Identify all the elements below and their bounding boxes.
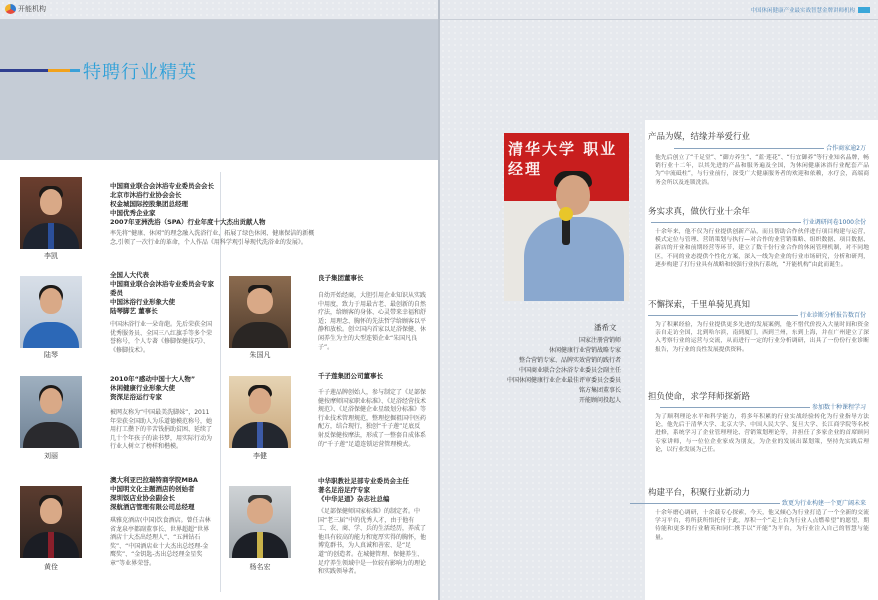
feature-titles: 国家注册营销师 休闲健康行业营销战略专家 整合营销专家、品牌实效营销的践行者 中国商业联合会沐浴专业委员会副主任 中国休闲健康行业企业最佳评审委员会委员 铭方集团董事长 开能顾问投起人 — [506, 337, 621, 404]
section-sub-4: 参加数十种课程学习 — [660, 402, 866, 411]
bio-zhu-guofan: 自幼开始经商，大胆引用企业知识从实践中用度，致力于用最古老、最创新的自然疗法，给顾客的身体、心灵带来幸福和舒适；用理念、胸怀的先法哲学给顾客以平静和放松。创立国内首家以足浴保健、休闲养生为主的大型连锁企业“朱国凡良子”。 — [318, 292, 427, 351]
section-heading-2: 务实求真，做伙行业十余年 — [648, 207, 751, 217]
name-li-jian: 李健 — [253, 452, 267, 460]
section-text-2: 十余年来，他不仅为行业提供创新产品，而且帮助合作伙伴进行项目构建与运营，模式定位与管理、营销策划与执行—对合作的业营销策略、组织数据、项目数据、新店的开业和前期经营等环节，建立了数千份行业合作的休闲管理机制，对不同地区，不同的业态提供个性化方案，深入一线为企业的行业市场研究，分析和研判，逐步构建了打行业具有战略和较强行业执行系统，“开能机构”由此而诞生。 — [655, 229, 869, 268]
page-title: 特聘行业精英 — [83, 62, 197, 83]
section-text-5: 十余年磨心调研，十余载专心探索，今天，他又倾心为行业打造了一个全新的交流学习平台，将所获所悟托付于此，厚积一个“走上台为行业人点燃希望”的愿望，期待能和更多的行业精英和同仁携手以“开能”为平台，为行业注入自己的智慧与能量。 — [655, 510, 869, 541]
titles-lu-qin: 全国人大代表 中国商业联合会沐浴专业委员会专家委员 中国沐浴行业形象大使 陆琴脚艺 董事长 — [110, 271, 214, 315]
bio-li-kai: 率先将“健康、休闲”的理念融入洗浴行业，拓展了绿色休闲、健康保洁的新概念,引领了一次行业的革命，个人作品《用科学观引导现代洗浴业的发展》。 — [110, 230, 315, 246]
titles-huang-quan: 澳大利亚巴拉瑞特商学院MBA 中国明文化主题酒店的创始者 深圳饭店业协会副会长 深航酒店管理有限公司总经理 — [110, 476, 198, 511]
banner-text: 清华大学 职业经理 — [508, 140, 618, 178]
titles-yang-minghong: 中华职教社足部专业委员会主任 著名足浴足疗专家 《中华足道》杂志社总编 — [318, 477, 409, 503]
bio-liu-li: 被网友称为“中国最美洗脚妹”，2011年荣获全国助人为乐道德模范称号，她用打工攒下的辛苦钱捐助贫困、延续了几十个年孩子的读书梦，用实际行动为行业人树立了榜样和楷模。 — [110, 409, 213, 451]
photo-pan-xiwen — [504, 133, 629, 301]
titles-li-kai: 中国商业联合会沐浴专业委员会会长 北京市沐浴行业协会会长 权金城国际控股集团总经理 中国优秀企业家 2007年亚洲洗浴（SPA）行业年度十大杰出贡献人物 — [110, 182, 266, 226]
titles-li-jian: 千子莲集团公司董事长 — [318, 372, 383, 380]
photo-li-jian — [229, 376, 291, 448]
photo-yang-minghong — [229, 486, 291, 558]
photo-huang-quan — [20, 486, 82, 558]
section-text-4: 为了顺利理论水平和科学能力，将多年积累的行业实战经验转化为行业指导方法论，他先后于清华大学、北京大学、中国人民大学、复旦大学、长江商学院等名校进修，系统学习了企业管理理论、营销策划理论等，并担任了多家企业的首席顾问专家讲师，与一位位企业家成为朋友，为企业的发展出谋划策，坚持先实践后理论，以行业发展为己任。 — [655, 414, 869, 453]
left-header — [0, 0, 438, 20]
section-heading-1: 产品为媒，结缘并举爱行业 — [648, 132, 751, 142]
right-header — [440, 0, 878, 20]
name-yang-minghong: 杨名宏 — [249, 563, 271, 571]
title-accent-line — [0, 69, 80, 72]
photo-liu-li — [20, 376, 82, 448]
section-text-3: 为了积累经验，为行业提供更多先进的发展案例，他不惜代价投入大量时间和资金亲自走访全国，北到哈尔滨，南到厦门，西到兰州，东到上海，并在广州建立了深入考察行业的运营与交流，从而进行一定的行业分析调研，出具了一份份行业诊断报告，为行业的良性发展提供资料。 — [655, 322, 869, 353]
feature-name: 潘希文 — [594, 323, 617, 332]
section-sub-3: 行业诊断分析报告数百份 — [648, 310, 866, 319]
bio-lu-qin: 中国沐浴行业一朵奇葩。先后荣获全国优秀服务员、全国三八红旗手等多个荣誉称号，个人专著《修脚保健技巧》、《修脚技术》。 — [110, 321, 213, 354]
titles-liu-li: 2010年“感动中国十大人物” 休闲健康行业形象大使 资深足浴运行专家 — [110, 375, 196, 401]
name-li-kai: 李凯 — [44, 252, 58, 260]
photo-lu-qin — [20, 276, 82, 348]
section-text-1: 他先后创立了“千足堂”、“御方养生”、“蓝·莲花”、“行宜御养”等行业知名品牌，畅销行业十二年，以其先进的产品和服务遍及全国，为休闲健康沐浴行业配套产品为“中流砥柱”，与行业前行，深受广大健康服务者的欢迎和依赖，水疗会，高端商务会所以及连锁洗浴。 — [655, 155, 869, 186]
name-zhu-guofan: 朱国凡 — [249, 351, 271, 359]
section-heading-3: 不懈探索，千里单骑见真知 — [648, 300, 751, 310]
section-heading-5: 构建平台，积聚行业新动力 — [648, 488, 751, 498]
bio-li-jian: 千子莲品牌创始人，参与制定了《足部保健按摩师国家职业标准》、《足浴经营技术规范》、《足浴保健企业星级划分标准》等行业技术管理规范，整理挖掘祖国中医药配方，结合现行，独创“千子莲”足底反射反保健按摩法，形成了一整套自成体系的“千子莲”足道连锁运营管理模式。 — [318, 389, 427, 448]
section-sub-2: 行业调研问卷1000余份 — [651, 217, 866, 226]
header-tagline: 中国休闲健康产业最实战智慧金牌讲师机构 — [750, 6, 870, 14]
top-band — [0, 20, 438, 160]
logo-icon — [5, 4, 16, 14]
left-page — [0, 0, 438, 600]
bio-huang-quan: 琪雅克酒店(中国)饮食酒店。曾任吉林省龙泉亭都副董事长、世界超超“世界酒店十大杰出经理人”、“五洲钻石奖”、“中国酒店业十大杰出总经理-金鹰奖”、“金钥匙-杰出总经理金星奖章”等业界荣誉。 — [110, 517, 211, 567]
photo-li-kai — [20, 177, 82, 249]
name-lu-qin: 陆琴 — [44, 351, 58, 359]
section-sub-1: 合作商家逾2万 — [674, 143, 866, 152]
bio-yang-minghong: 《足部保健师国家标准》的制定者。中国“老三届”中的优秀人才，由于他有工、农、商、学、兵的生活经历，养成了他具有较高的能力和宽厚实得的胸怀，他博览群书，为人真诚和善宏、是“足道”的创造者。在城健管理、保健养生、足疗养生领域中是一位较有影响力的理论和实践领导者。 — [318, 508, 427, 576]
section-heading-4: 担负使命，求学拜师探新路 — [648, 392, 751, 402]
name-huang-quan: 黄佺 — [44, 563, 58, 571]
logo-text: 开能机构 — [18, 5, 46, 13]
titles-zhu-guofan: 良子集团董事长 — [318, 274, 364, 282]
section-sub-5: 致更为行业构建一个更广阔未来 — [630, 498, 866, 507]
photo-zhu-guofan — [229, 276, 291, 348]
brand-logo — [5, 4, 46, 14]
name-liu-li: 刘丽 — [44, 452, 58, 460]
